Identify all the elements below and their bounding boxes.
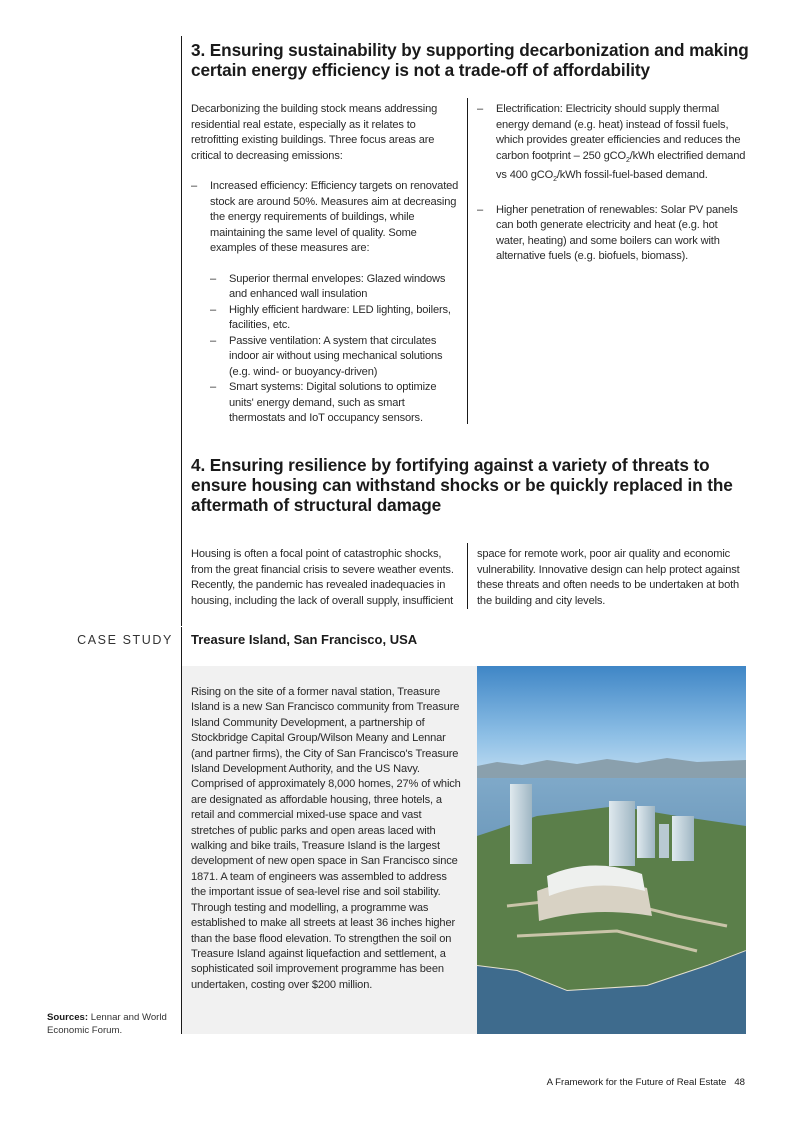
section3-left-column (191, 102, 461, 427)
section4-right-text: space for remote work, poor air quality and economic vulnerability. Innovative design can help protect against these threats and often needs to be undertaken at both the building and city levels. (477, 548, 740, 607)
section3-right-column (477, 102, 747, 265)
case-study-label: CASE STUDY (77, 633, 173, 647)
photo-tower-5 (659, 824, 669, 858)
section3-renewables-item: – Higher penetration of renewables: Solar PV panels can both generate electricity and heat (e.g. hot water, heating) and some boilers can work with alternative fuels (e.g. biofuels, biomass). (477, 203, 747, 265)
measure-item: – Highly efficient hardware: LED lighting, boilers, facilities, etc. (210, 303, 461, 334)
section4-left-text: Housing is often a focal point of catastrophic shocks, from the great financial crisis to severe weather events. Recently, the pandemic has revealed inadequacies in housing, including the lack of overall supply, insufficient (191, 548, 454, 607)
section4-heading: 4. Ensuring resilience by fortifying against a variety of threats to ensure housing can withstand shocks or be quickly replaced in the aftermath of structural damage (191, 455, 733, 515)
photo-tower-1 (510, 784, 532, 864)
section3-intro: Decarbonizing the building stock means addressing residential real estate, especially as it relates to retrofitting existing buildings. Three focus areas are critical to decreasing emissions: (191, 103, 438, 162)
sources-note (47, 1011, 177, 1037)
electrification-text-c: /kWh fossil-fuel-based demand. (556, 169, 708, 182)
page-number: 48 (734, 1077, 745, 1088)
electrification-text-a: Electrification: Electricity should supply thermal energy demand (e.g. heat) instead of fossil fuels, which provides greater efficiencies and reduces the carbon footprint – 250 gCO (496, 103, 741, 162)
sources-text: Lennar and World Economic Forum. (47, 1012, 167, 1036)
section3-efficiency-item: – Increased efficiency: Efficiency targets on renovated stock are around 50%. Measures aim at decreasing the energy requirements of buildings, while maintaining the same level of quality. Some examples of these measures are: (191, 179, 461, 257)
sources-label: Sources: (47, 1012, 89, 1023)
section3-heading: 3. Ensuring sustainability by supporting decarbonization and making certain energy efficiency is not a trade-off of affordability (191, 40, 749, 80)
photo-tower-2 (609, 801, 635, 866)
footer-title: A Framework for the Future of Real Estate (546, 1077, 727, 1088)
subscript-2: 2 (553, 176, 557, 184)
section3-measures-list (210, 272, 461, 427)
measure-item: – Passive ventilation: A system that circulates indoor air without using mechanical solutions (e.g. wind- or buoyancy-driven) (210, 334, 461, 381)
case-study-body: Rising on the site of a former naval station, Treasure Island is a new San Francisco community from Treasure Island Community Development, a partnership of Stockbridge Capital Group/Wilson Meany and Lennar (and partner firms), the City of San Francisco's Treasure Island Development Authority, and the US Navy. Comprised of approximately 8,000 homes, 27% of which are designated as affordable housing, three hotels, a retail and commercial mixed-use space and vast stretches of public parks and open areas laced with walking and bike trails, Treasure Island is the largest development of new open space in San Francisco since 1871. A team of engineers was assembled to address the important issue of sea-level rise and soil stability. Through testing and modelling, a programme was established to make all streets at least 36 inches higher than the base flood elevation. To strengthen the soil on Treasure Island against liquefaction and settlement, a sophisticated soil improvement programme has been undertaken, costing over $200 million. (191, 686, 461, 991)
section4-column-divider (467, 543, 468, 609)
electrification-text-b: /kWh electrified demand vs 400 gCO (496, 149, 746, 182)
photo-tower-4 (672, 816, 694, 861)
subscript-2: 2 (625, 156, 630, 164)
case-study-title: Treasure Island, San Francisco, USA (191, 632, 418, 647)
page-footer (547, 1077, 745, 1088)
measure-item: – Superior thermal envelopes: Glazed windows and enhanced wall insulation (210, 272, 461, 303)
section3-electrification-item (477, 102, 747, 188)
aerial-rendering-image (477, 666, 746, 1034)
measure-item: – Smart systems: Digital solutions to optimize units' energy demand, such as smart thermostats and IoT occupancy sensors. (210, 380, 461, 427)
section3-column-divider (467, 98, 468, 424)
photo-tower-3 (637, 806, 655, 858)
left-vertical-rule (181, 36, 182, 626)
